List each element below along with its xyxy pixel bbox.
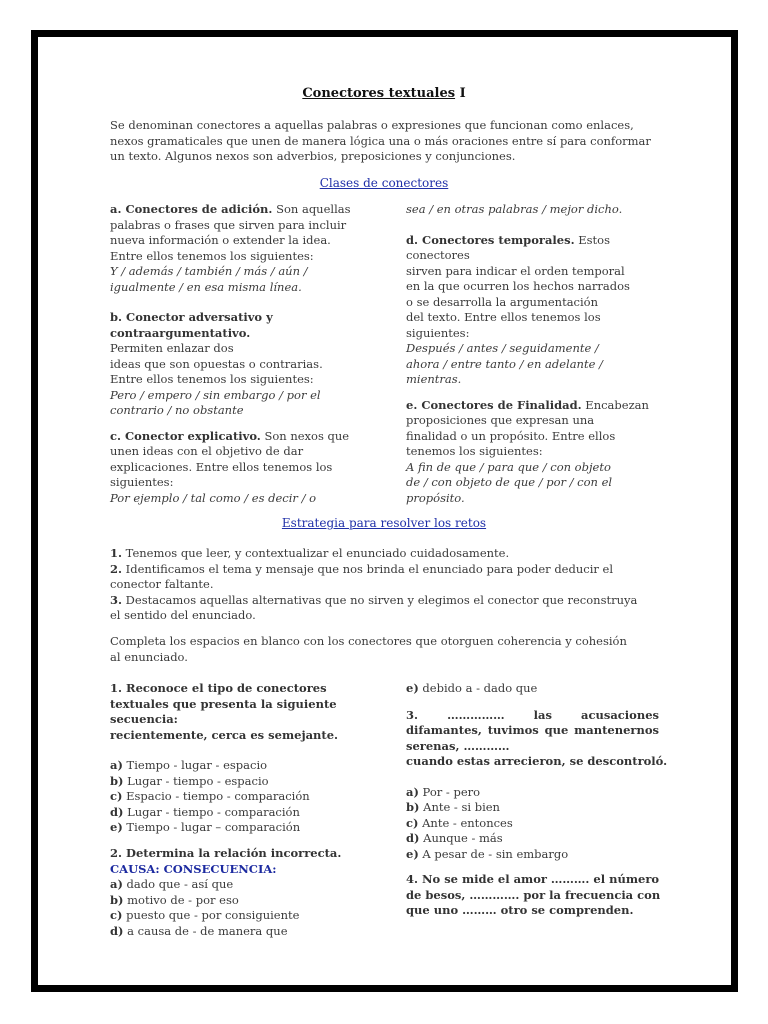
- step-2: 2. Identificamos el tema y mensaje que nos brinda el enunciado para poder deducir el: [110, 561, 614, 576]
- section-e-line: finalidad o un propósito. Entre ellos: [406, 428, 616, 443]
- section-d-line: o se desarrolla la argumentación: [406, 294, 599, 309]
- question-4-text: que uno ……… otro se comprenden.: [406, 903, 634, 917]
- section-e-example: A fin de que / para que / con objeto: [406, 459, 611, 474]
- q3-option-d[interactable]: d) Aunque - más: [406, 831, 503, 845]
- step-1: 1. Tenemos que leer, y contextualizar el enunciado cuidadosamente.: [110, 546, 510, 560]
- section-c-title: c. Conector explicativo. Son nexos que: [110, 428, 350, 443]
- step-3-cont: el sentido del enunciado.: [110, 608, 256, 622]
- section-d-example: Después / antes / seguidamente /: [406, 341, 599, 355]
- intro-paragraph: [110, 118, 651, 165]
- section-b-example: contrario / no obstante: [110, 403, 244, 417]
- q2-option-d[interactable]: d) a causa de - de manera que: [110, 923, 288, 938]
- q1-option-e[interactable]: e) Tiempo - lugar – comparación: [110, 820, 301, 834]
- question-4: [406, 872, 660, 919]
- page-title: [0, 86, 768, 101]
- q3-option-a[interactable]: a) Por - pero: [406, 784, 481, 799]
- clases-heading: Clases de conectores: [319, 176, 449, 190]
- intro-line: un texto. Algunos nexos son adverbios, preposiciones y conjunciones.: [110, 149, 516, 163]
- intro-line: nexos gramaticales que unen de manera lógica una o más oraciones entre sí para conformar: [110, 133, 651, 148]
- question-1-text: recientemente, cerca es semejante.: [110, 727, 339, 742]
- step-2-cont: conector faltante.: [110, 577, 214, 591]
- q3-option-e[interactable]: e) A pesar de - sin embargo: [406, 846, 569, 861]
- steps-list: [110, 546, 637, 624]
- question-2-relation: CAUSA: CONSECUENCIA:: [110, 861, 277, 876]
- question-2-text: 2. Determina la relación incorrecta.: [110, 846, 342, 860]
- section-d-example: ahora / entre tanto / en adelante /: [406, 356, 603, 371]
- q1-option-b[interactable]: b) Lugar - tiempo - espacio: [110, 773, 269, 788]
- q2-option-e[interactable]: e) debido a - dado que: [406, 681, 538, 695]
- question-3-text: cuando estas arrecieron, se descontroló.: [406, 754, 668, 768]
- q1-option-c[interactable]: c) Espacio - tiempo - comparación: [110, 789, 310, 803]
- q1-option-a[interactable]: a) Tiempo - lugar - espacio: [110, 758, 268, 772]
- section-d-line: siguientes:: [406, 325, 470, 340]
- section-d-example: mientras.: [406, 372, 462, 386]
- intro-line: Se denominan conectores a aquellas palabras o expresiones que funcionan como enlaces,: [110, 118, 634, 132]
- instruction-line: al enunciado.: [110, 649, 188, 664]
- question-3-text: 3. …………… las acusaciones: [406, 707, 659, 722]
- section-d-line: en la que ocurren los hechos narrados: [406, 279, 630, 293]
- question-1-text: 1. Reconoce el tipo de conectores: [110, 681, 327, 695]
- section-b-example: Pero / empero / sin embargo / por el: [110, 387, 321, 402]
- section-d-title: d. Conectores temporales. Estos: [406, 232, 610, 247]
- section-d-line: sirven para indicar el orden temporal: [406, 263, 625, 278]
- section-a-line: Entre ellos tenemos los siguientes:: [110, 248, 314, 263]
- title-suffix: I: [455, 86, 466, 101]
- section-c-line: explicaciones. Entre ellos tenemos los: [110, 459, 333, 474]
- question-1-text: textuales que presenta la siguiente: [110, 696, 337, 711]
- section-c-line: unen ideas con el objetivo de dar: [110, 444, 304, 458]
- section-a-example: Y / además / también / más / aún /: [110, 264, 308, 278]
- section-c-example-cont: sea / en otras palabras / mejor dicho.: [406, 202, 623, 216]
- section-b-title: b. Conector adversativo y: [110, 310, 273, 324]
- section-e-example: propósito.: [406, 490, 465, 505]
- section-b-line: ideas que son opuestas o contrarias.: [110, 356, 323, 371]
- estrategia-heading: Estrategia para resolver los retos: [281, 516, 487, 530]
- complete-instruction: [110, 634, 627, 665]
- question-1: [110, 681, 338, 836]
- q3-option-b[interactable]: b) Ante - si bien: [406, 800, 500, 814]
- section-e-line: tenemos los siguientes:: [406, 444, 543, 458]
- question-4-text: 4. No se mide el amor ………. el número: [406, 872, 660, 886]
- section-e-line: proposiciones que expresan una: [406, 413, 595, 427]
- question-3-text: difamantes, tuvimos que mantenernos: [406, 723, 659, 737]
- q3-option-c[interactable]: c) Ante - entonces: [406, 815, 513, 830]
- q2-option-b[interactable]: b) motivo de - por eso: [110, 892, 239, 907]
- section-a-title: a. Conectores de adición. Son aquellas: [110, 202, 351, 216]
- section-d-line: del texto. Entre ellos tenemos los: [406, 310, 601, 324]
- section-c-line: siguientes:: [110, 475, 174, 489]
- section-a-line: nueva información o extender la idea.: [110, 233, 331, 247]
- question-3-text: serenas, …………: [406, 738, 510, 753]
- q2-option-c[interactable]: c) puesto que - por consiguiente: [110, 908, 300, 922]
- section-d-line: conectores: [406, 248, 470, 262]
- section-e-example: de / con objeto de que / por / con el: [406, 475, 613, 489]
- instruction-line: Completa los espacios en blanco con los conectores que otorguen coherencia y cohesión: [110, 634, 627, 648]
- step-3: 3. Destacamos aquellas alternativas que no sirven y elegimos el conector que reconstruya: [110, 592, 638, 607]
- section-c-example: Por ejemplo / tal como / es decir / o: [110, 490, 317, 505]
- title-main: Conectores textuales: [302, 86, 456, 101]
- section-a-example: igualmente / en esa misma línea.: [110, 279, 302, 294]
- question-3: [406, 681, 668, 862]
- q1-option-d[interactable]: d) Lugar - tiempo - comparación: [110, 804, 300, 819]
- question-1-text: secuencia:: [110, 712, 178, 726]
- question-4-text: de besos, …………. por la frecuencia con: [406, 887, 661, 902]
- section-e-title: e. Conectores de Finalidad. Encabezan: [406, 397, 649, 412]
- section-b-line: Permiten enlazar dos: [110, 341, 234, 355]
- q2-option-a[interactable]: a) dado que - así que: [110, 877, 234, 891]
- right-column: [406, 202, 649, 506]
- section-b-title: contraargumentativo.: [110, 325, 251, 340]
- section-a-line: palabras o frases que sirven para incluir: [110, 217, 347, 232]
- left-column: [110, 202, 351, 506]
- question-2: [110, 846, 341, 939]
- section-b-line: Entre ellos tenemos los siguientes:: [110, 372, 314, 386]
